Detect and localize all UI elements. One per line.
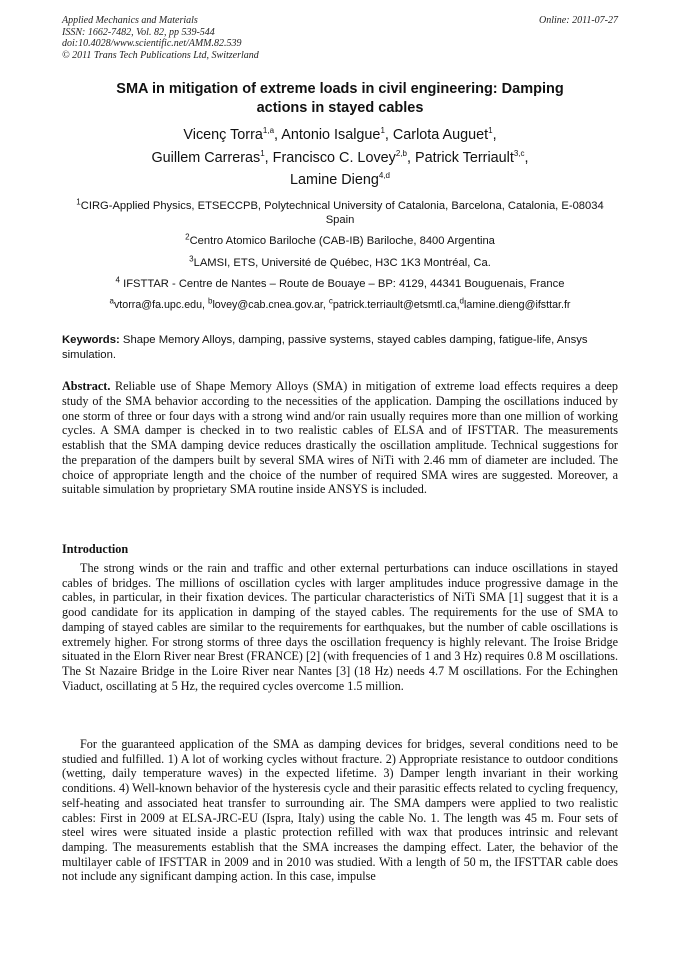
affiliation-text: Centro Atomico Bariloche (CAB-IB) Bariloche, 8400 Argentina <box>189 235 495 247</box>
intro-paragraph-2: For the guaranteed application of the SMA as damping devices for bridges, several conditions need to be studied and fulfilled. 1) A lot of working cycles without fracture. 2) Appropriate resistance to outdoor conditions (wetting, daily temperature waves) in the expected lifetime. 3) Damper length invariant in their working conditions. 4) Well-known behavior of the hysteresis cycle and their parasitic effects related to cycling frequency, self-heating and associated heat transfer to surrounding air. The SMA dampers were applied to two realistic cables: First in 2009 at ELSA-JRC-EU (Ispra, Italy) using the cable No. 1. The length was 45 m. Four sets of steel wires were situated inside a plastic protection refilled with wax that produces intrinsic and relevant damping. The measurements establish that the SMA increases the damping effect. Later, the behavior of the multilayer cable of IFSTTAR in 2009 and in 2010 was studied. With a length of 50 m, the IFSTTAR cable does not include any significant damping action. In this case, impulse <box>62 737 618 884</box>
author-sup: 3,c <box>513 148 525 158</box>
author-line-1: Vicenç Torra$^{1,a}$, Antonio Isalgue$^1$, Carlota Auguet$^1$, <box>183 126 497 143</box>
title-line-1: SMA in mitigation of extreme loads in civil engineering: Damping <box>116 81 564 97</box>
affiliation-3 <box>62 256 618 270</box>
affiliation-1 <box>62 199 618 227</box>
affiliation-sup: 1 <box>76 197 81 207</box>
author-name: Antonio Isalgue <box>281 127 381 143</box>
author-name: Vicenç Torra <box>183 127 263 143</box>
affiliation-2 <box>62 234 618 248</box>
author-list <box>62 124 618 192</box>
affiliation-4 <box>62 277 618 291</box>
author-sup: 4,d <box>378 171 390 181</box>
email-link[interactable]: lamine.dieng@ifsttar.fr <box>464 299 571 311</box>
abstract-block <box>62 379 618 497</box>
email-link[interactable]: patrick.terriault@etsmtl.ca <box>332 299 457 311</box>
author-line-2: Guillem Carreras$^1$, Francisco C. Lovey$^{2,b}$, Patrick Terriault$^{3,c}$, <box>151 148 529 166</box>
email-link[interactable]: lovey@cab.cnea.gov.ar <box>212 299 323 311</box>
online-date: Online: 2011-07-27 <box>539 15 618 26</box>
email-sup: b <box>207 296 213 306</box>
paper-title <box>62 80 618 118</box>
keywords-label: Keywords: <box>62 334 120 346</box>
author-sup: 1,a <box>262 126 275 136</box>
author-sup: 2,b <box>395 148 407 158</box>
title-line-2: actions in stayed cables <box>256 100 424 116</box>
author-name: Francisco C. Lovey <box>272 149 396 166</box>
journal-name: Applied Mechanics and Materials <box>62 15 198 26</box>
issn-line: ISSN: 1662-7482, Vol. 82, pp 539-544 <box>62 26 215 38</box>
abstract-text: Reliable use of Shape Memory Alloys (SMA) in mitigation of extreme load effects requires a deep study of the SMA behavior according to the necessities of the application. Damping the oscillations induced by one storm of three or four days with a strong wind and/or rain usually requires more than one million of working cycles. A SMA damper is checked in to two realistic cables of ELSA and of IFSTTAR. The measurements establish that the SMA damping device reduces drastically the oscillation amplitude. Technical suggestions for the preparation of the dampers built by several SMA wires of NiTi with 2.46 mm of diameter are included. The choice of appropriate length and the choice of the number of required SMA wires are suggested. Moreover, a suitable simulation by proprietary SMA routine inside ANSYS is included. <box>62 379 618 497</box>
section-heading-introduction: Introduction <box>62 542 129 556</box>
email-link[interactable]: vtorra@fa.upc.edu <box>113 299 203 311</box>
affiliation-text: CIRG-Applied Physics, ETSECCPB, Polytechnical University of Catalonia, Barcelona, Catalonia, E-08034 Spain <box>80 200 604 226</box>
author-name: Patrick Terriault <box>414 149 514 166</box>
author-sup: 1 <box>488 126 493 136</box>
author-name: Guillem Carreras <box>151 149 261 166</box>
intro-paragraph-1: The strong winds or the rain and traffic and other external perturbations can induce oscillations in stayed cables of bridges. The millions of oscillation cycles with larger amplitudes induce progressive damage in the cables, in particular, in their fixation devices. The particular characteristics of NiTi SMA [1] suggest that it is a good candidate for its application in damping of the stayed cables. The requirements for the use of SMA to damping of stayed cables are similar to the requirements for earthquakes, but the number of cable oscillations is extremely higher. For strong storms of three days the oscillation frequency is highly relevant. The Iroise Bridge situated in the Elorn River near Brest (FRANCE) [2] (with frequencies of 1 and 3 Hz) requires 0.8 M oscillations. The St Nazaire Bridge in the Loire River near Nantes [3] (18 Hz) needs 4.7 M oscillations. For the Echinghen Viaduct, oscillating at 5 Hz, the required cycles overcome 1.5 million. <box>62 561 618 693</box>
affiliation-sup: 4 <box>115 275 120 285</box>
author-name: Carlota Auguet <box>392 127 489 143</box>
affiliation-text: IFSTTAR - Centre de Nantes – Route de Bouaye – BP: 4129, 44341 Bouguenais, France <box>120 278 565 290</box>
doi-line: doi:10.4028/www.scientific.net/AMM.82.539 <box>62 38 242 50</box>
author-line-3 <box>62 169 618 192</box>
affiliation-sup: 2 <box>185 232 190 242</box>
affiliation-text: LAMSI, ETS, Université de Québec, H3C 1K3 Montréal, Ca. <box>193 257 491 269</box>
email-sup: a <box>109 296 114 306</box>
email-sup: d <box>459 296 464 306</box>
copyright-line: © 2011 Trans Tech Publications Ltd, Switzerland <box>62 49 259 61</box>
journal-header <box>62 15 618 61</box>
author-name: Lamine Dieng <box>290 172 379 188</box>
keywords-block <box>62 333 618 363</box>
abstract-label: Abstract. <box>62 379 111 393</box>
keywords-text: Shape Memory Alloys, damping, passive systems, stayed cables damping, fatigue-life, Ansys simulation. <box>62 334 588 361</box>
author-sup: 1 <box>260 148 265 158</box>
email-line: $^a$vtorra@fa.upc.edu, $^b$lovey@cab.cnea.gov.ar, $^c$patrick.terriault@etsmtl.ca,$^d$lamine.dieng@ifsttar.fr <box>109 296 571 311</box>
email-sup: c <box>328 296 333 306</box>
author-sup: 1 <box>380 126 385 136</box>
affiliation-sup: 3 <box>189 254 194 264</box>
